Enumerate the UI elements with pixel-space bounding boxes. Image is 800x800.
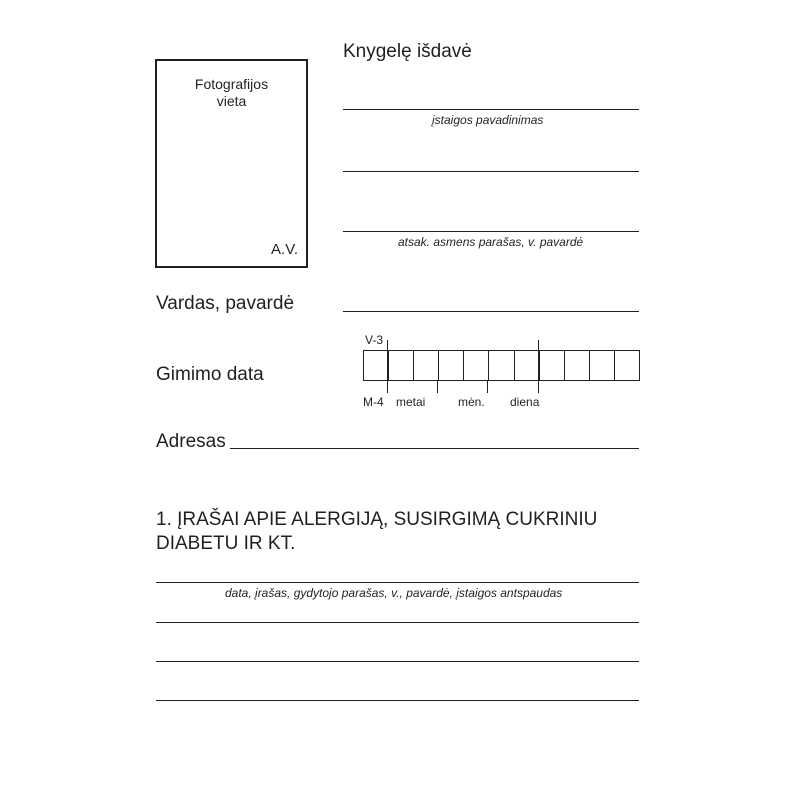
- date-cell[interactable]: [590, 350, 615, 381]
- photo-label-line1: Fotografijos: [194, 76, 269, 92]
- birthdate-grid[interactable]: [363, 350, 640, 381]
- date-cell[interactable]: [414, 350, 439, 381]
- photo-placeholder-box: [155, 59, 308, 268]
- gender-female-code: M-4: [363, 395, 384, 409]
- date-cell[interactable]: [565, 350, 590, 381]
- name-label: Vardas, pavardė: [156, 293, 295, 314]
- year-label: metai: [396, 395, 426, 409]
- photo-placeholder-label: [157, 76, 306, 110]
- stamp-mark: A.V.: [271, 241, 298, 258]
- entry-line[interactable]: [156, 700, 639, 701]
- institution-line-2[interactable]: [343, 171, 639, 172]
- year-separator-tick: [437, 381, 438, 393]
- entry-line[interactable]: [156, 582, 639, 583]
- entry-line[interactable]: [156, 622, 639, 623]
- date-cell[interactable]: [515, 350, 540, 381]
- photo-label-line2: vieta: [216, 93, 247, 109]
- day-label: diena: [510, 395, 540, 409]
- section1-title: [156, 508, 597, 556]
- day-separator-tick: [538, 340, 539, 393]
- entry-caption: data, įrašas, gydytojo parašas, v., pavardė, įstaigos antspaudas: [225, 586, 563, 600]
- signature-line[interactable]: [343, 231, 639, 232]
- signature-caption: atsak. asmens parašas, v. pavardė: [398, 235, 584, 249]
- month-label: mėn.: [458, 395, 485, 409]
- date-cell[interactable]: [439, 350, 464, 381]
- address-label: Adresas: [156, 431, 226, 452]
- date-cell[interactable]: [489, 350, 514, 381]
- birthdate-label: Gimimo data: [156, 364, 264, 385]
- issuer-heading: Knygelę išdavė: [343, 41, 472, 62]
- address-line[interactable]: [230, 448, 639, 449]
- gender-male-code: V-3: [365, 333, 384, 347]
- name-line[interactable]: [343, 311, 639, 312]
- gender-separator-tick: [387, 340, 388, 393]
- date-cell[interactable]: [464, 350, 489, 381]
- institution-line[interactable]: [343, 109, 639, 110]
- section1-title-line1: 1. ĮRAŠAI APIE ALERGIJĄ, SUSIRGIMĄ CUKRINIU: [156, 509, 598, 530]
- date-cell[interactable]: [615, 350, 640, 381]
- date-cell[interactable]: [540, 350, 565, 381]
- entry-line[interactable]: [156, 661, 639, 662]
- date-cell[interactable]: [364, 350, 389, 381]
- date-cell[interactable]: [389, 350, 414, 381]
- institution-caption: įstaigos pavadinimas: [432, 113, 544, 127]
- section1-title-line2: DIABETU IR KT.: [156, 533, 296, 554]
- month-separator-tick: [487, 381, 488, 393]
